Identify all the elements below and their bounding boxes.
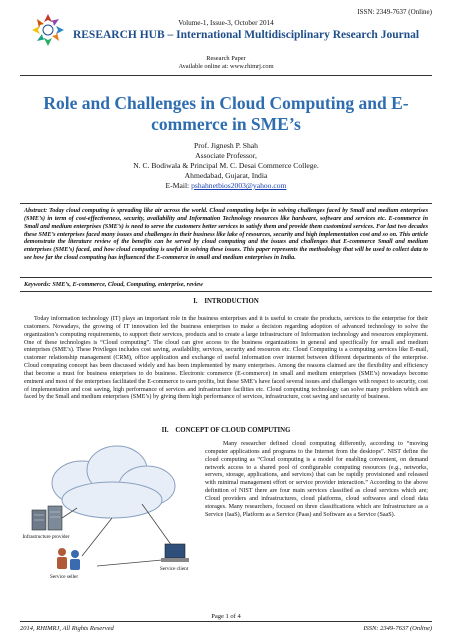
section-1-text: Today information technology (IT) plays an important role in the business enterprises and it is useful to create the products, services to the enterprise for their customers. Nowadays, the growing of IT innovation led the business enterprises to make a decision regarding adoption of advanced technology to solve the organization’s computing requirements, to support their services, products and to create a large infrastructure of Information technology and resources employment. One of these technologies is “Cloud computing”. The cloud can give access to the business organizations in general and specifically for small and medium enterprises (SME’s). These Privileges includes cost saving, availability, services, security and resources etc. Cloud Computing is a computing services like E-mail, customer relationship management (CRM), office application and exchange of useful information over internet between different departments of the enterprise. Cloud computing concept has been discussed widely and has been implemented by many enterprises. Among the reasons claimed are the flexibility and efficiency that become a must for business enterprises to do business. Electronic commerce (E-commerce) in small and medium enterprises (SME’s) nowadays become eminent and most of the enterprises facilitated the E-commerce to earn profits, but these SME’s have faced several issues and challenges with respect to security, cost of implementation and cost saving, high performance of services and infrastructure facilities etc. Cloud computing technology can solve many problem which are faced by the Small and medium enterprises (SME’s) by giving them high performance of services, infrastructure, cost saving and security of business. (24, 316, 428, 401)
available-online: Available online at: www.rhimrj.com (178, 63, 274, 70)
abstract: Abstract: Today cloud computing is spreading like air across the world. Cloud computing helps in solving challenges faced by Small and medium enterprises (SME’s) in term of cost-effectiveness, security, availability and Information Technology resources like hardware, software and services etc. E-commerce in Small and medium enterprises (SME’s) is need to serve the customers better services to satisfy them and provide them customized services. For last two decades these SME’s enterprises faced many issues and challenges in their business like lake of resources, security and high implementation cost and so on. This article demonstrate the literature review of the benefits can be served by cloud computing and the issues and challenges that E-commerce Small and medium enterprises (SME’s) faced, and how cloud computing is useful in solving these issues. This paper represents the methodology that will be used to collect data to see how far the cloud computing has influenced the E-commerce in small and medium enterprises in India. (24, 208, 428, 262)
section-2-heading: II. CONCEPT OF CLOUD COMPUTING (161, 427, 291, 434)
section-2-text: Many researcher defined cloud computing differently, according to “moving computer applications and programs to the Internet from the desktops”. NIST define the cloud computing as “Cloud computing is a model for enabling convenient, on demand network access to a shared pool of configurable computing resources (e.g., networks, servers, storage, applications, and services) that can be rapidly provisioned and released with minimal management effort or service provider interaction.” According to the above definition of NIST there are four main services classified as cloud services which are; Cloud providers and infrastructures, cloud platforms, cloud softwares and cloud data storages. Many researchers, focused on three classifications which are Infrastructure as a Service (IaaS), Platform as a Service (Paas) and Software as a Service (SaaS). (205, 441, 428, 518)
people-icon (57, 548, 80, 570)
author-name: Prof. Jignesh P. Shah (194, 141, 258, 150)
header-divider (20, 75, 432, 76)
footer-issn: ISSN: 2349-7637 (Online) (363, 625, 432, 632)
infrastructure-provider-label: Infrastructure provider (22, 534, 70, 540)
footer-divider (20, 621, 432, 622)
issn-top: ISSN: 2349-7637 (Online) (357, 8, 432, 16)
keywords: Keywords: SME’s, E-commerce, Cloud, Computing, enterprise, review (24, 281, 204, 288)
abstract-bottom-divider (20, 277, 432, 278)
email-label: E-Mail: (165, 181, 192, 190)
author-location: Ahmedabad, Gujarat, India (184, 171, 268, 180)
cloud-computing-figure (22, 438, 198, 588)
author-affiliation: N. C. Bodiwala & Principal M. C. Desai Commerce College. (133, 161, 319, 170)
laptop-icon (161, 544, 189, 562)
abstract-top-divider (20, 203, 432, 204)
cloud-icon (52, 446, 175, 518)
service-seller-label: Service seller (50, 574, 79, 580)
author-position: Associate Professor, (195, 151, 257, 160)
paper-title: Role and Challenges in Cloud Computing and E-commerce in SME’s (43, 93, 409, 134)
paper-type: Research Paper (206, 55, 246, 62)
footer-copyright: 2014, RHIMRJ, All Rights Reserved (20, 625, 114, 632)
section-1-heading: I. INTRODUCTION (193, 298, 259, 305)
server-icon (32, 506, 62, 530)
service-client-label: Service client (159, 566, 189, 572)
journal-name: RESEARCH HUB – International Multidisciplinary Research Journal (72, 29, 420, 41)
keywords-divider (20, 291, 432, 292)
volume-issue: Volume-1, Issue-3, October 2014 (178, 19, 274, 27)
author-email-line (0, 181, 452, 190)
page-number: Page 1 of 4 (211, 613, 241, 620)
email-link[interactable]: pshahnetbios2003@yahoo.com (191, 181, 287, 190)
